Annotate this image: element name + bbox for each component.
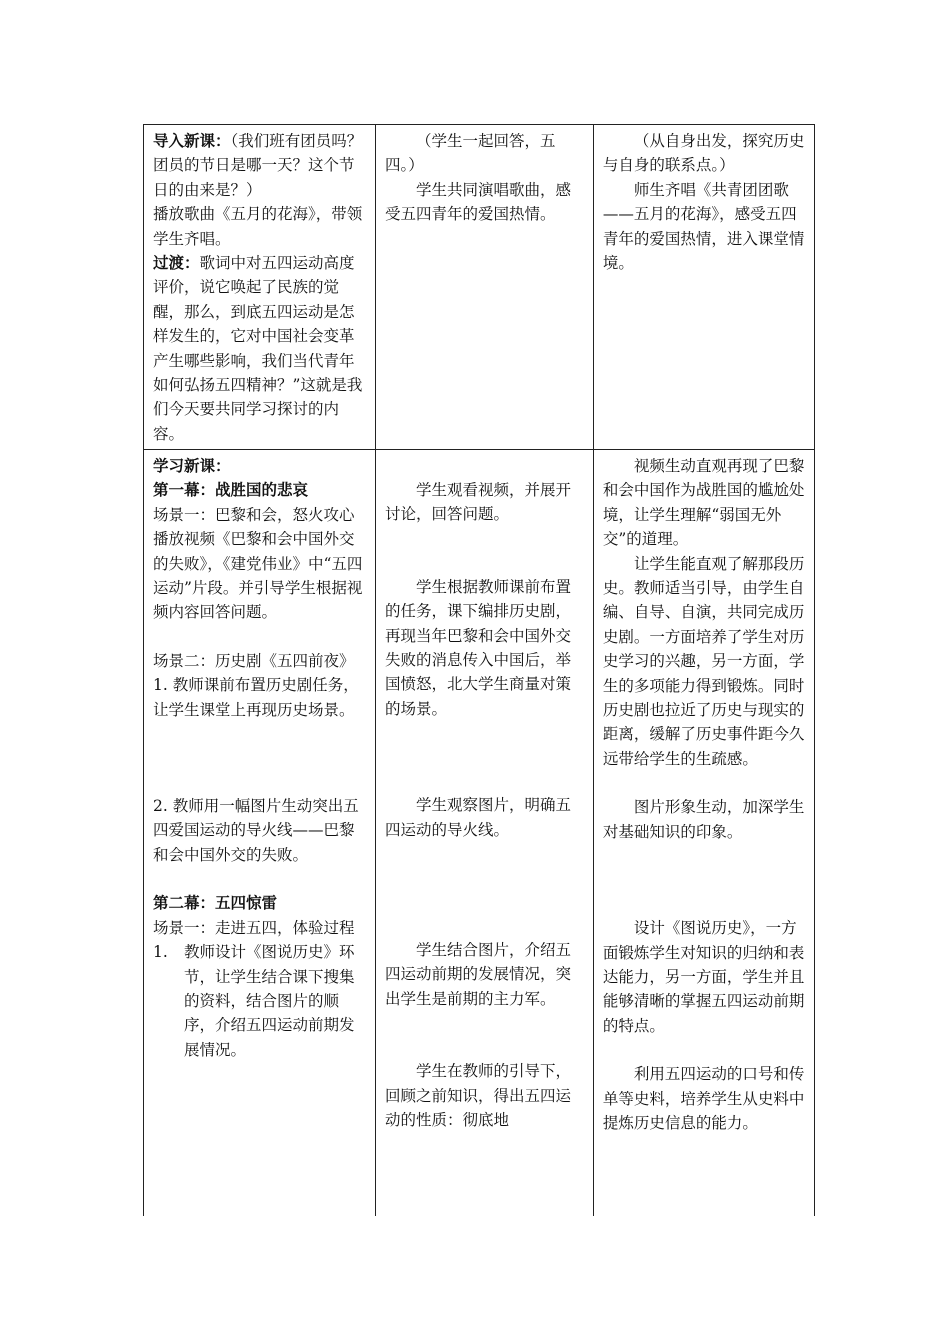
act1-heading: 第一幕：战胜国的悲哀 [153, 480, 309, 500]
teacher-activity-cell [144, 125, 376, 450]
intent-text: 图片形象生动，加深学生对基础知识的印象。 [602, 798, 805, 841]
student-text: 学生观看视频，并展开讨论，回答问题。 [385, 481, 572, 524]
student-text: 学生共同演唱歌曲，感受五四青年的爱国热情。 [385, 180, 572, 224]
student-activity-cell [376, 125, 594, 450]
video-text: 播放视频《巴黎和会中国外交的失败》，《建党伟业》中“五四运动”片段。并引导学生根据视频内容回答问题。 [153, 530, 363, 622]
teacher-activity-cell [144, 450, 376, 1217]
intro-paragraph [153, 129, 368, 202]
table-row [144, 450, 815, 1217]
student-text: 学生观察图片，明确五四运动的导火线。 [385, 796, 572, 839]
intro-text: （我们班有团员吗？团员的节日是哪一天？这个节日的由来是？） [153, 132, 363, 199]
song-text: 播放歌曲《五月的花海》，带领学生齐唱。 [153, 205, 363, 248]
transition-label: 过渡： [153, 253, 200, 273]
student-text: （学生一起回答，五四。） [385, 132, 556, 175]
lesson-plan-table [143, 124, 815, 1216]
act2-item1-text: 教师设计《图说历史》环节，让学生结合课下搜集的资料，结合图片的顺序，介绍五四运动前期发展情况。 [184, 943, 355, 1059]
act2-scene1-text: 场景一：走进五四，体验过程 [153, 918, 355, 937]
intent-text: 师生齐唱《共青团团歌——五月的花海》，感受五四青年的爱国热情，进入课堂情境。 [602, 180, 805, 273]
student-text: 学生结合图片，介绍五四运动前期的发展情况，突出学生是前期的主力军。 [385, 941, 572, 1008]
act2-heading: 第二幕：五四惊雷 [153, 893, 278, 913]
intro-label: 导入新课： [153, 131, 231, 150]
design-intent-cell [593, 125, 814, 450]
student-text: 学生在教师的引导下，回顾之前知识，得出五四运动的性质：彻底地 [385, 1062, 572, 1130]
intent-text: 利用五四运动的口号和传单等史料，培养学生从史料中提炼历史信息的能力。 [602, 1065, 805, 1132]
design-intent-cell [593, 450, 814, 1217]
student-activity-cell [376, 450, 594, 1217]
transition-paragraph [153, 251, 368, 446]
table-row [144, 125, 815, 450]
transition-text: 歌词中对五四运动高度评价，说它唤起了民族的觉醒，那么，到底五四运动是怎样发生的，它对中国社会变革产生哪些影响，我们当代青年如何弘扬五四精神？”这就是我们今天要共同学习探讨的内容。 [153, 254, 363, 443]
scene1-text: 场景一：巴黎和会，怒火攻心 [153, 505, 355, 524]
item1-text: 1. 教师课前布置历史剧任务，让学生课堂上再现历史场景。 [153, 676, 359, 719]
student-text: 学生根据教师课前布置的任务，课下编排历史剧，再现当年巴黎和会中国外交失败的消息传入中国后，举国愤怒，北大学生商量对策的场景。 [385, 577, 572, 718]
act2-item1-number: 1. [153, 943, 168, 962]
scene2-text: 场景二：历史剧《五四前夜》 [153, 651, 355, 670]
intent-text: （从自身出发，探究历史与自身的联系点。） [602, 132, 805, 175]
intent-text: 让学生能直观了解那段历史。教师适当引导，由学生自编、自导、自演，共同完成历史剧。一方面培养了学生对历史学习的兴趣，另一方面，学生的多项能力得到锻炼。同时历史剧也拉近了历史与现实的距离，缓解了历史事件距今久远带给学生的生疏感。 [602, 554, 805, 768]
intent-text: 视频生动直观再现了巴黎和会中国作为战胜国的尴尬处境，让学生理解“弱国无外交”的道理。 [602, 457, 805, 549]
act2-item1-paragraph [153, 940, 368, 1062]
item2-text: 2. 教师用一幅图片生动突出五四爱国运动的导火线——巴黎和会中国外交的失败。 [153, 797, 359, 864]
intent-text: 设计《图说历史》，一方面锻炼学生对知识的归纳和表达能力，另一方面，学生并且能够清晰的掌握五四运动前期的特点。 [602, 919, 805, 1035]
new-lesson-label: 学习新课： [153, 456, 231, 475]
